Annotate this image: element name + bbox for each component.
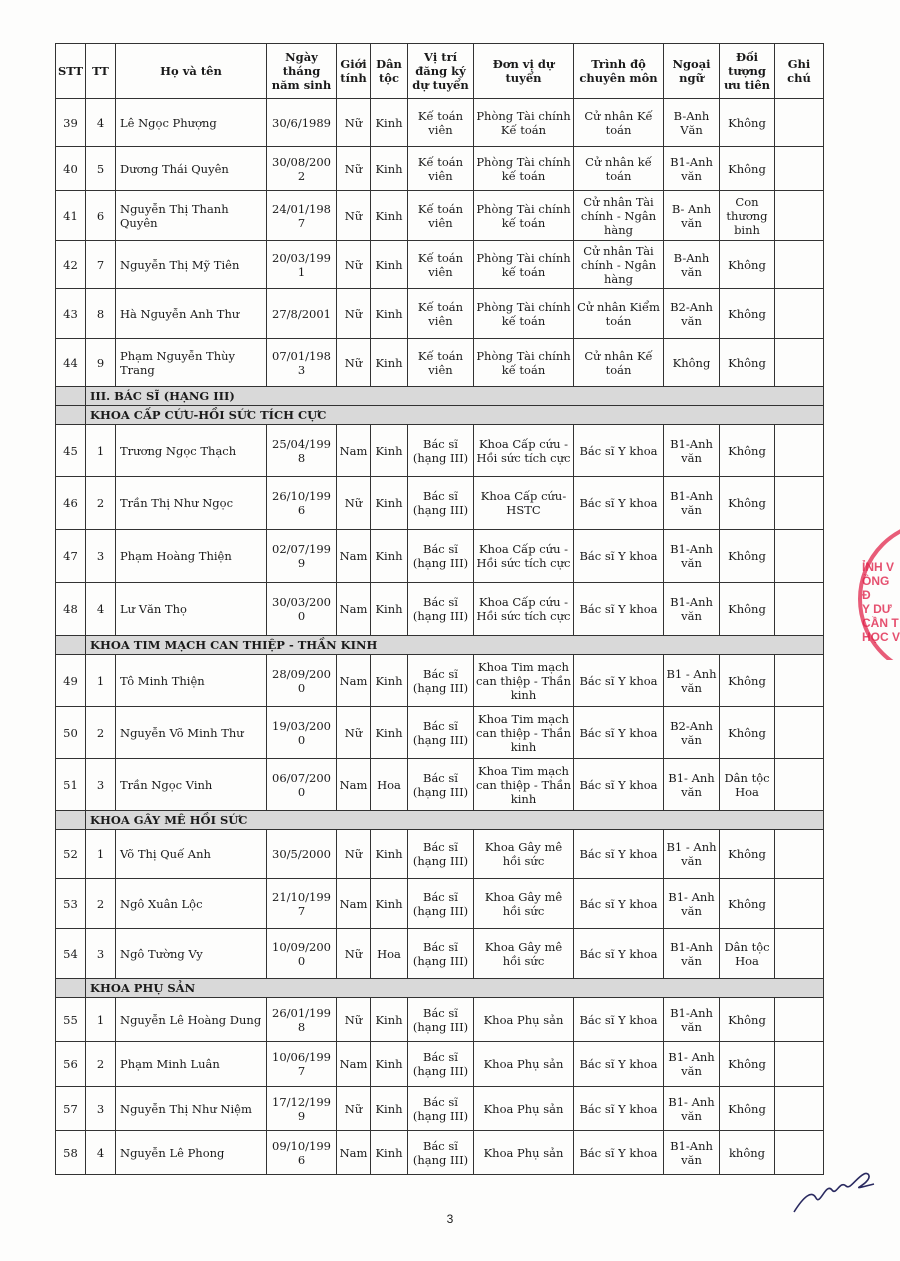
cell-name: Ngô Xuân Lộc bbox=[116, 879, 267, 929]
table-row bbox=[56, 99, 824, 147]
cell-position: Bác sĩ (hạng III) bbox=[408, 425, 474, 477]
cell-note bbox=[775, 759, 824, 811]
cell-unit: Khoa Cấp cứu - Hồi sức tích cực bbox=[474, 530, 574, 583]
table-row bbox=[56, 1131, 824, 1175]
header-dob: Ngày tháng năm sinh bbox=[267, 44, 337, 99]
cell-priority: Không bbox=[720, 879, 775, 929]
cell-position: Bác sĩ (hạng III) bbox=[408, 830, 474, 879]
cell-gender: Nam bbox=[337, 1042, 371, 1087]
cell-name: Nguyễn Thị Mỹ Tiên bbox=[116, 241, 267, 289]
cell-stt: 48 bbox=[56, 583, 86, 636]
cell-position: Kế toán viên bbox=[408, 147, 474, 191]
cell-unit: Khoa Gây mê hồi sức bbox=[474, 830, 574, 879]
table-row bbox=[56, 289, 824, 339]
cell-stt: 44 bbox=[56, 339, 86, 387]
section-label: KHOA TIM MẠCH CAN THIỆP - THẦN KINH bbox=[86, 636, 824, 655]
cell-unit: Khoa Phụ sản bbox=[474, 1131, 574, 1175]
cell-unit: Khoa Tim mạch can thiệp - Thần kinh bbox=[474, 759, 574, 811]
cell-dob: 30/5/2000 bbox=[267, 830, 337, 879]
cell-note bbox=[775, 99, 824, 147]
table-row bbox=[56, 929, 824, 979]
cell-priority: Không bbox=[720, 583, 775, 636]
header-tt: TT bbox=[86, 44, 116, 99]
page-number: 3 bbox=[446, 1212, 454, 1226]
cell-qualification: Bác sĩ Y khoa bbox=[574, 655, 664, 707]
cell-dob: 21/10/1997 bbox=[267, 879, 337, 929]
cell-language: B1- Anh văn bbox=[664, 1042, 720, 1087]
cell-ethnic: Kinh bbox=[371, 583, 408, 636]
cell-ethnic: Kinh bbox=[371, 879, 408, 929]
table-row bbox=[56, 759, 824, 811]
cell-ethnic: Kinh bbox=[371, 1042, 408, 1087]
cell-name: Trần Ngọc Vinh bbox=[116, 759, 267, 811]
cell-tt: 3 bbox=[86, 929, 116, 979]
cell-name: Nguyễn Võ Minh Thư bbox=[116, 707, 267, 759]
cell-position: Bác sĩ (hạng III) bbox=[408, 477, 474, 530]
cell-ethnic: Kinh bbox=[371, 99, 408, 147]
table-row bbox=[56, 707, 824, 759]
cell-gender: Nam bbox=[337, 879, 371, 929]
cell-qualification: Cử nhân Tài chính - Ngân hàng bbox=[574, 191, 664, 241]
cell-dob: 19/03/2000 bbox=[267, 707, 337, 759]
cell-language: B1-Anh văn bbox=[664, 477, 720, 530]
cell-gender: Nữ bbox=[337, 191, 371, 241]
cell-language: B- Anh văn bbox=[664, 191, 720, 241]
cell-ethnic: Kinh bbox=[371, 289, 408, 339]
cell-position: Bác sĩ (hạng III) bbox=[408, 655, 474, 707]
header-priority: Đối tượng ưu tiên bbox=[720, 44, 775, 99]
cell-tt: 9 bbox=[86, 339, 116, 387]
cell-tt: 5 bbox=[86, 147, 116, 191]
cell-language: B1-Anh văn bbox=[664, 929, 720, 979]
cell-dob: 10/06/1997 bbox=[267, 1042, 337, 1087]
cell-unit: Khoa Gây mê hồi sức bbox=[474, 879, 574, 929]
cell-position: Kế toán viên bbox=[408, 99, 474, 147]
cell-tt: 3 bbox=[86, 759, 116, 811]
cell-name: Nguyễn Thị Như Niệm bbox=[116, 1087, 267, 1131]
cell-name: Trần Thị Như Ngọc bbox=[116, 477, 267, 530]
cell-priority: Không bbox=[720, 1087, 775, 1131]
cell-gender: Nữ bbox=[337, 241, 371, 289]
cell-dob: 27/8/2001 bbox=[267, 289, 337, 339]
cell-note bbox=[775, 583, 824, 636]
cell-name: Phạm Minh Luân bbox=[116, 1042, 267, 1087]
cell-unit: Khoa Cấp cứu - Hồi sức tích cực bbox=[474, 583, 574, 636]
cell-language: Không bbox=[664, 339, 720, 387]
cell-language: B-Anh văn bbox=[664, 241, 720, 289]
cell-ethnic: Kinh bbox=[371, 191, 408, 241]
cell-language: B1- Anh văn bbox=[664, 879, 720, 929]
cell-position: Bác sĩ (hạng III) bbox=[408, 707, 474, 759]
cell-stt: 57 bbox=[56, 1087, 86, 1131]
cell-unit: Khoa Phụ sản bbox=[474, 1042, 574, 1087]
cell-name: Phạm Nguyễn Thùy Trang bbox=[116, 339, 267, 387]
cell-priority: Không bbox=[720, 147, 775, 191]
red-seal-stamp bbox=[858, 520, 900, 660]
cell-tt: 1 bbox=[86, 830, 116, 879]
cell-unit: Phòng Tài chính kế toán bbox=[474, 289, 574, 339]
cell-dob: 25/04/1998 bbox=[267, 425, 337, 477]
header-position: Vị trí đăng ký dự tuyển bbox=[408, 44, 474, 99]
table-row bbox=[56, 998, 824, 1042]
cell-priority: Không bbox=[720, 998, 775, 1042]
cell-ethnic: Kinh bbox=[371, 241, 408, 289]
cell-gender: Nữ bbox=[337, 830, 371, 879]
table-body bbox=[56, 99, 824, 1175]
cell-qualification: Cử nhân Kiểm toán bbox=[574, 289, 664, 339]
cell-dob: 30/03/2000 bbox=[267, 583, 337, 636]
cell-stt: 42 bbox=[56, 241, 86, 289]
cell-note bbox=[775, 830, 824, 879]
header-gender: Giới tính bbox=[337, 44, 371, 99]
header-language: Ngoại ngữ bbox=[664, 44, 720, 99]
cell-note bbox=[775, 191, 824, 241]
cell-qualification: Bác sĩ Y khoa bbox=[574, 929, 664, 979]
cell-tt: 2 bbox=[86, 879, 116, 929]
table-row bbox=[56, 241, 824, 289]
cell-gender: Nam bbox=[337, 530, 371, 583]
section-header-row bbox=[56, 811, 824, 830]
cell-name: Võ Thị Quế Anh bbox=[116, 830, 267, 879]
cell-stt: 55 bbox=[56, 998, 86, 1042]
cell-ethnic: Hoa bbox=[371, 929, 408, 979]
cell-ethnic: Hoa bbox=[371, 759, 408, 811]
cell-note bbox=[775, 339, 824, 387]
table-row bbox=[56, 1087, 824, 1131]
cell-language: B2-Anh văn bbox=[664, 289, 720, 339]
cell-ethnic: Kinh bbox=[371, 147, 408, 191]
cell-language: B1- Anh văn bbox=[664, 1087, 720, 1131]
cell-qualification: Bác sĩ Y khoa bbox=[574, 583, 664, 636]
cell-unit: Phòng Tài chính kế toán bbox=[474, 241, 574, 289]
cell-qualification: Bác sĩ Y khoa bbox=[574, 425, 664, 477]
cell-qualification: Bác sĩ Y khoa bbox=[574, 530, 664, 583]
cell-qualification: Bác sĩ Y khoa bbox=[574, 879, 664, 929]
cell-name: Lư Văn Thọ bbox=[116, 583, 267, 636]
cell-tt: 2 bbox=[86, 707, 116, 759]
cell-position: Kế toán viên bbox=[408, 289, 474, 339]
cell-tt: 2 bbox=[86, 1042, 116, 1087]
cell-language: B1-Anh văn bbox=[664, 425, 720, 477]
cell-language: B1-Anh văn bbox=[664, 147, 720, 191]
cell-ethnic: Kinh bbox=[371, 1131, 408, 1175]
cell-name: Ngô Tường Vy bbox=[116, 929, 267, 979]
cell-ethnic: Kinh bbox=[371, 339, 408, 387]
header-ethnic: Dân tộc bbox=[371, 44, 408, 99]
cell-name: Phạm Hoàng Thiện bbox=[116, 530, 267, 583]
cell-note bbox=[775, 929, 824, 979]
cell-stt: 49 bbox=[56, 655, 86, 707]
cell-gender: Nữ bbox=[337, 477, 371, 530]
cell-gender: Nữ bbox=[337, 99, 371, 147]
table-row bbox=[56, 879, 824, 929]
cell-qualification: Bác sĩ Y khoa bbox=[574, 477, 664, 530]
cell-position: Bác sĩ (hạng III) bbox=[408, 583, 474, 636]
cell-unit: Khoa Tim mạch can thiệp - Thần kinh bbox=[474, 655, 574, 707]
cell-priority: Không bbox=[720, 241, 775, 289]
cell-qualification: Cử nhân Kế toán bbox=[574, 339, 664, 387]
cell-stt: 41 bbox=[56, 191, 86, 241]
cell-position: Kế toán viên bbox=[408, 241, 474, 289]
cell-note bbox=[775, 707, 824, 759]
cell-qualification: Bác sĩ Y khoa bbox=[574, 1131, 664, 1175]
cell-note bbox=[775, 147, 824, 191]
cell-tt: 4 bbox=[86, 1131, 116, 1175]
header-name: Họ và tên bbox=[116, 44, 267, 99]
cell-priority: Không bbox=[720, 707, 775, 759]
cell-tt: 4 bbox=[86, 99, 116, 147]
header-note: Ghi chú bbox=[775, 44, 824, 99]
cell-stt: 40 bbox=[56, 147, 86, 191]
cell-ethnic: Kinh bbox=[371, 998, 408, 1042]
cell-position: Bác sĩ (hạng III) bbox=[408, 879, 474, 929]
cell-position: Kế toán viên bbox=[408, 339, 474, 387]
table-row bbox=[56, 655, 824, 707]
cell-unit: Phòng Tài chính kế toán bbox=[474, 191, 574, 241]
cell-position: Bác sĩ (hạng III) bbox=[408, 1087, 474, 1131]
cell-dob: 07/01/1983 bbox=[267, 339, 337, 387]
cell-gender: Nữ bbox=[337, 929, 371, 979]
cell-tt: 6 bbox=[86, 191, 116, 241]
table-row bbox=[56, 530, 824, 583]
cell-note bbox=[775, 477, 824, 530]
cell-stt: 53 bbox=[56, 879, 86, 929]
cell-stt: 56 bbox=[56, 1042, 86, 1087]
cell-unit: Phòng Tài chính Kế toán bbox=[474, 99, 574, 147]
cell-priority: Không bbox=[720, 339, 775, 387]
cell-tt: 3 bbox=[86, 530, 116, 583]
cell-stt: 43 bbox=[56, 289, 86, 339]
cell-name: Dương Thái Quyên bbox=[116, 147, 267, 191]
stamp-text: ỈNH V ỒNG Đ Y DƯ CẦN T HỌC V bbox=[862, 560, 900, 644]
cell-gender: Nam bbox=[337, 425, 371, 477]
cell-name: Nguyễn Lê Hoàng Dung bbox=[116, 998, 267, 1042]
cell-unit: Khoa Gây mê hồi sức bbox=[474, 929, 574, 979]
cell-tt: 2 bbox=[86, 477, 116, 530]
cell-qualification: Cử nhân Tài chính - Ngân hàng bbox=[574, 241, 664, 289]
cell-ethnic: Kinh bbox=[371, 830, 408, 879]
cell-gender: Nữ bbox=[337, 1087, 371, 1131]
cell-stt: 52 bbox=[56, 830, 86, 879]
table-row bbox=[56, 1042, 824, 1087]
cell-language: B1-Anh văn bbox=[664, 1131, 720, 1175]
cell-priority: Không bbox=[720, 425, 775, 477]
section-header-row bbox=[56, 979, 824, 998]
cell-priority: Dân tộc Hoa bbox=[720, 929, 775, 979]
header-stt: STT bbox=[56, 44, 86, 99]
cell-language: B1- Anh văn bbox=[664, 759, 720, 811]
cell-dob: 02/07/1999 bbox=[267, 530, 337, 583]
cell-tt: 1 bbox=[86, 655, 116, 707]
cell-priority: Không bbox=[720, 477, 775, 530]
cell-priority: Không bbox=[720, 530, 775, 583]
cell-stt: 50 bbox=[56, 707, 86, 759]
cell-gender: Nữ bbox=[337, 147, 371, 191]
cell-note bbox=[775, 655, 824, 707]
table-row bbox=[56, 147, 824, 191]
cell-name: Nguyễn Lê Phong bbox=[116, 1131, 267, 1175]
cell-name: Nguyễn Thị Thanh Quyên bbox=[116, 191, 267, 241]
cell-unit: Phòng Tài chính kế toán bbox=[474, 339, 574, 387]
cell-qualification: Bác sĩ Y khoa bbox=[574, 830, 664, 879]
cell-position: Bác sĩ (hạng III) bbox=[408, 929, 474, 979]
table-row bbox=[56, 425, 824, 477]
section-label: III. BÁC SĨ (HẠNG III) bbox=[86, 387, 824, 406]
cell-name: Trương Ngọc Thạch bbox=[116, 425, 267, 477]
cell-gender: Nam bbox=[337, 759, 371, 811]
cell-name: Tô Minh Thiện bbox=[116, 655, 267, 707]
cell-ethnic: Kinh bbox=[371, 655, 408, 707]
cell-ethnic: Kinh bbox=[371, 707, 408, 759]
section-blank-cell bbox=[56, 406, 86, 425]
cell-priority: không bbox=[720, 1131, 775, 1175]
cell-language: B1-Anh văn bbox=[664, 583, 720, 636]
cell-stt: 51 bbox=[56, 759, 86, 811]
cell-language: B-Anh Văn bbox=[664, 99, 720, 147]
cell-note bbox=[775, 241, 824, 289]
cell-note bbox=[775, 425, 824, 477]
cell-name: Lê Ngọc Phượng bbox=[116, 99, 267, 147]
cell-dob: 06/07/2000 bbox=[267, 759, 337, 811]
cell-unit: Khoa Cấp cứu - Hồi sức tích cực bbox=[474, 425, 574, 477]
cell-dob: 26/01/1998 bbox=[267, 998, 337, 1042]
cell-gender: Nữ bbox=[337, 707, 371, 759]
cell-ethnic: Kinh bbox=[371, 425, 408, 477]
cell-gender: Nữ bbox=[337, 289, 371, 339]
cell-tt: 1 bbox=[86, 425, 116, 477]
cell-stt: 46 bbox=[56, 477, 86, 530]
cell-stt: 58 bbox=[56, 1131, 86, 1175]
section-header-row bbox=[56, 406, 824, 425]
header-row bbox=[56, 44, 824, 99]
cell-language: B1 - Anh văn bbox=[664, 830, 720, 879]
cell-note bbox=[775, 1042, 824, 1087]
cell-position: Bác sĩ (hạng III) bbox=[408, 1042, 474, 1087]
cell-qualification: Bác sĩ Y khoa bbox=[574, 1087, 664, 1131]
cell-qualification: Bác sĩ Y khoa bbox=[574, 998, 664, 1042]
cell-priority: Con thương binh bbox=[720, 191, 775, 241]
cell-priority: Không bbox=[720, 1042, 775, 1087]
cell-position: Bác sĩ (hạng III) bbox=[408, 1131, 474, 1175]
cell-qualification: Cử nhân kế toán bbox=[574, 147, 664, 191]
table-row bbox=[56, 830, 824, 879]
section-blank-cell bbox=[56, 387, 86, 406]
cell-language: B1 - Anh văn bbox=[664, 655, 720, 707]
cell-note bbox=[775, 879, 824, 929]
cell-language: B1-Anh văn bbox=[664, 998, 720, 1042]
cell-position: Bác sĩ (hạng III) bbox=[408, 998, 474, 1042]
cell-stt: 47 bbox=[56, 530, 86, 583]
cell-dob: 17/12/1999 bbox=[267, 1087, 337, 1131]
cell-ethnic: Kinh bbox=[371, 477, 408, 530]
cell-qualification: Bác sĩ Y khoa bbox=[574, 707, 664, 759]
cell-gender: Nữ bbox=[337, 998, 371, 1042]
header-qualification: Trình độ chuyên môn bbox=[574, 44, 664, 99]
cell-dob: 30/08/2002 bbox=[267, 147, 337, 191]
signature-mark bbox=[790, 1160, 880, 1220]
cell-dob: 09/10/1996 bbox=[267, 1131, 337, 1175]
cell-note bbox=[775, 1087, 824, 1131]
cell-priority: Không bbox=[720, 655, 775, 707]
cell-gender: Nam bbox=[337, 655, 371, 707]
cell-position: Bác sĩ (hạng III) bbox=[408, 759, 474, 811]
cell-priority: Không bbox=[720, 830, 775, 879]
cell-tt: 7 bbox=[86, 241, 116, 289]
cell-note bbox=[775, 530, 824, 583]
section-blank-cell bbox=[56, 811, 86, 830]
section-label: KHOA CẤP CỨU-HỒI SỨC TÍCH CỰC bbox=[86, 406, 824, 425]
cell-tt: 3 bbox=[86, 1087, 116, 1131]
candidate-table bbox=[55, 43, 824, 1175]
cell-stt: 54 bbox=[56, 929, 86, 979]
cell-tt: 1 bbox=[86, 998, 116, 1042]
table-row bbox=[56, 339, 824, 387]
cell-dob: 26/10/1996 bbox=[267, 477, 337, 530]
cell-dob: 20/03/1991 bbox=[267, 241, 337, 289]
cell-qualification: Bác sĩ Y khoa bbox=[574, 759, 664, 811]
cell-language: B1-Anh văn bbox=[664, 530, 720, 583]
cell-tt: 8 bbox=[86, 289, 116, 339]
section-header-row bbox=[56, 387, 824, 406]
table-row bbox=[56, 477, 824, 530]
cell-qualification: Bác sĩ Y khoa bbox=[574, 1042, 664, 1087]
section-label: KHOA PHỤ SẢN bbox=[86, 979, 824, 998]
cell-note bbox=[775, 998, 824, 1042]
cell-gender: Nữ bbox=[337, 339, 371, 387]
cell-unit: Khoa Phụ sản bbox=[474, 998, 574, 1042]
cell-stt: 39 bbox=[56, 99, 86, 147]
cell-language: B2-Anh văn bbox=[664, 707, 720, 759]
cell-unit: Khoa Cấp cứu- HSTC bbox=[474, 477, 574, 530]
cell-gender: Nam bbox=[337, 1131, 371, 1175]
cell-tt: 4 bbox=[86, 583, 116, 636]
cell-priority: Dân tộc Hoa bbox=[720, 759, 775, 811]
cell-priority: Không bbox=[720, 289, 775, 339]
cell-dob: 10/09/2000 bbox=[267, 929, 337, 979]
cell-gender: Nam bbox=[337, 583, 371, 636]
cell-dob: 28/09/2000 bbox=[267, 655, 337, 707]
cell-ethnic: Kinh bbox=[371, 1087, 408, 1131]
cell-priority: Không bbox=[720, 99, 775, 147]
cell-dob: 30/6/1989 bbox=[267, 99, 337, 147]
cell-unit: Khoa Phụ sản bbox=[474, 1087, 574, 1131]
section-blank-cell bbox=[56, 636, 86, 655]
cell-name: Hà Nguyễn Anh Thư bbox=[116, 289, 267, 339]
cell-unit: Khoa Tim mạch can thiệp - Thần kinh bbox=[474, 707, 574, 759]
section-header-row bbox=[56, 636, 824, 655]
cell-note bbox=[775, 289, 824, 339]
cell-qualification: Cử nhân Kế toán bbox=[574, 99, 664, 147]
section-blank-cell bbox=[56, 979, 86, 998]
table-row bbox=[56, 191, 824, 241]
cell-dob: 24/01/1987 bbox=[267, 191, 337, 241]
candidate-list-sheet bbox=[55, 43, 823, 1175]
cell-position: Bác sĩ (hạng III) bbox=[408, 530, 474, 583]
cell-ethnic: Kinh bbox=[371, 530, 408, 583]
cell-position: Kế toán viên bbox=[408, 191, 474, 241]
cell-unit: Phòng Tài chính kế toán bbox=[474, 147, 574, 191]
cell-stt: 45 bbox=[56, 425, 86, 477]
section-label: KHOA GÂY MÊ HỒI SỨC bbox=[86, 811, 824, 830]
header-unit: Đơn vị dự tuyển bbox=[474, 44, 574, 99]
table-row bbox=[56, 583, 824, 636]
